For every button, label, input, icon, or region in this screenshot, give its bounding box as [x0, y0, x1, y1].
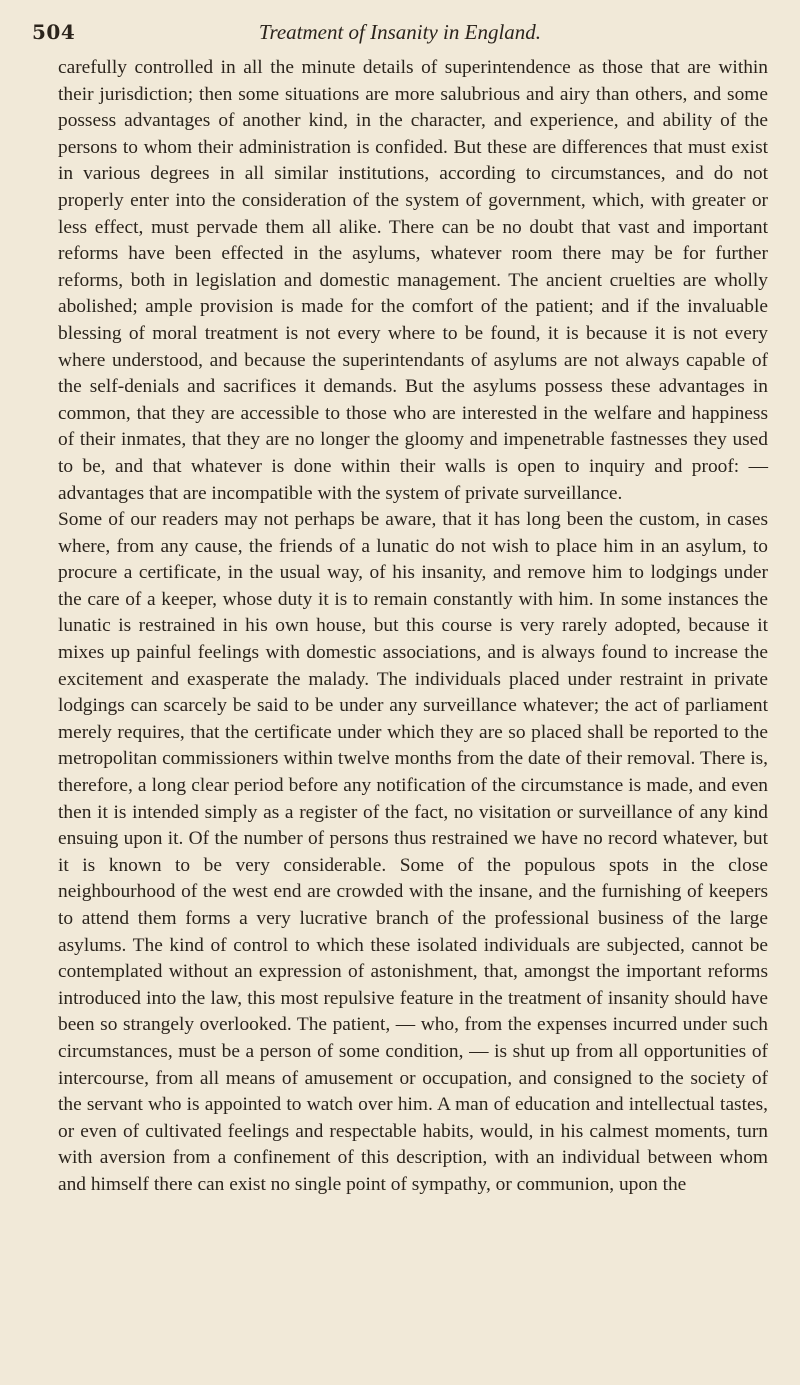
paragraph-private-lodgings: Some of our readers may not perhaps be aware, that it has long been the custom, in cases where, from any cause, the friends of a lunatic do not wish to place him in an asylum, to procure a certificate, in the usual way, of his insanity, and remove him to lodgings under the care of a keeper, whose duty it is to remain constantly with him. In some instances the lunatic is restrained in his own house, but this course is very rarely adopted, because it mixes up painful feelings with domestic associations, and is always found to increase the excitement and exasperate the malady. The individuals placed under restraint in private lodgings can scarcely be said to be under any surveillance whatever; the act of parliament merely requires, that the certificate under which they are so placed shall be reported to the metropolitan commissioners within twelve months from the date of their removal. There is, therefore, a long clear period before any notification of the circumstance is made, and even then it is intended simply as a register of the fact, no visitation or surveillance of any kind ensuing upon it. Of the number of persons thus restrained we have no record whatever, but it is known to be very considerable. Some of the populous spots in the close neighbourhood of the west end are crowded with the insane, and the furnishing of keepers to attend them forms a very lucrative branch of the professional business of the large asylums. The kind of control to which these isolated individuals are subjected, cannot be contemplated without an expression of astonishment, that, amongst the important reforms introduced into the law, this most repulsive feature in the treatment of insanity should have been so strangely overlooked. The patient, — who, from the expenses incurred under such circumstances, must be a person of some condition, — is shut up from all opportunities of intercourse, from all means of amusement or occupation, and consigned to the society of the servant who is appointed to watch over him. A man of education and intellectual tastes, or even of cultivated feelings and respectable habits, would, in his calmest moments, turn with aversion from a confinement of this description, with an individual between whom and himself there can exist no single point of sympathy, or communion, upon the [58, 509, 768, 1195]
running-title: Treatment of Insanity in England. [258, 20, 542, 44]
body-text [58, 55, 768, 1199]
page-number: 504 [32, 20, 76, 44]
page-header [0, 20, 800, 50]
paragraph-continued: carefully controlled in all the minute details of superintendence as those that are within their jurisdiction; then some situations are more salubrious and airy than others, and some possess advantages of another kind, in the character, and experience, and ability of the persons to whom their administration is confided. But these are differences that must exist in various degrees in all similar institutions, according to circumstances, and do not properly enter into the consideration of the system of government, which, with greater or less effect, must pervade them all alike. There can be no doubt that vast and important reforms have been effected in the asylums, whatever room there may be for further reforms, both in legislation and domestic management. The ancient cruelties are wholly abolished; ample provision is made for the comfort of the patient; and if the invaluable blessing of moral treatment is not every where to be found, it is because it is not every where understood, and because the superintendants of asylums are not always capable of the self-denials and sacrifices it demands. But the asylums possess these advantages in common, that they are accessible to those who are interested in the welfare and happiness of their inmates, that they are no longer the gloomy and impenetrable fastnesses they used to be, and that whatever is done within their walls is open to inquiry and proof: — advantages that are incompatible with the system of private surveillance. [58, 57, 768, 504]
